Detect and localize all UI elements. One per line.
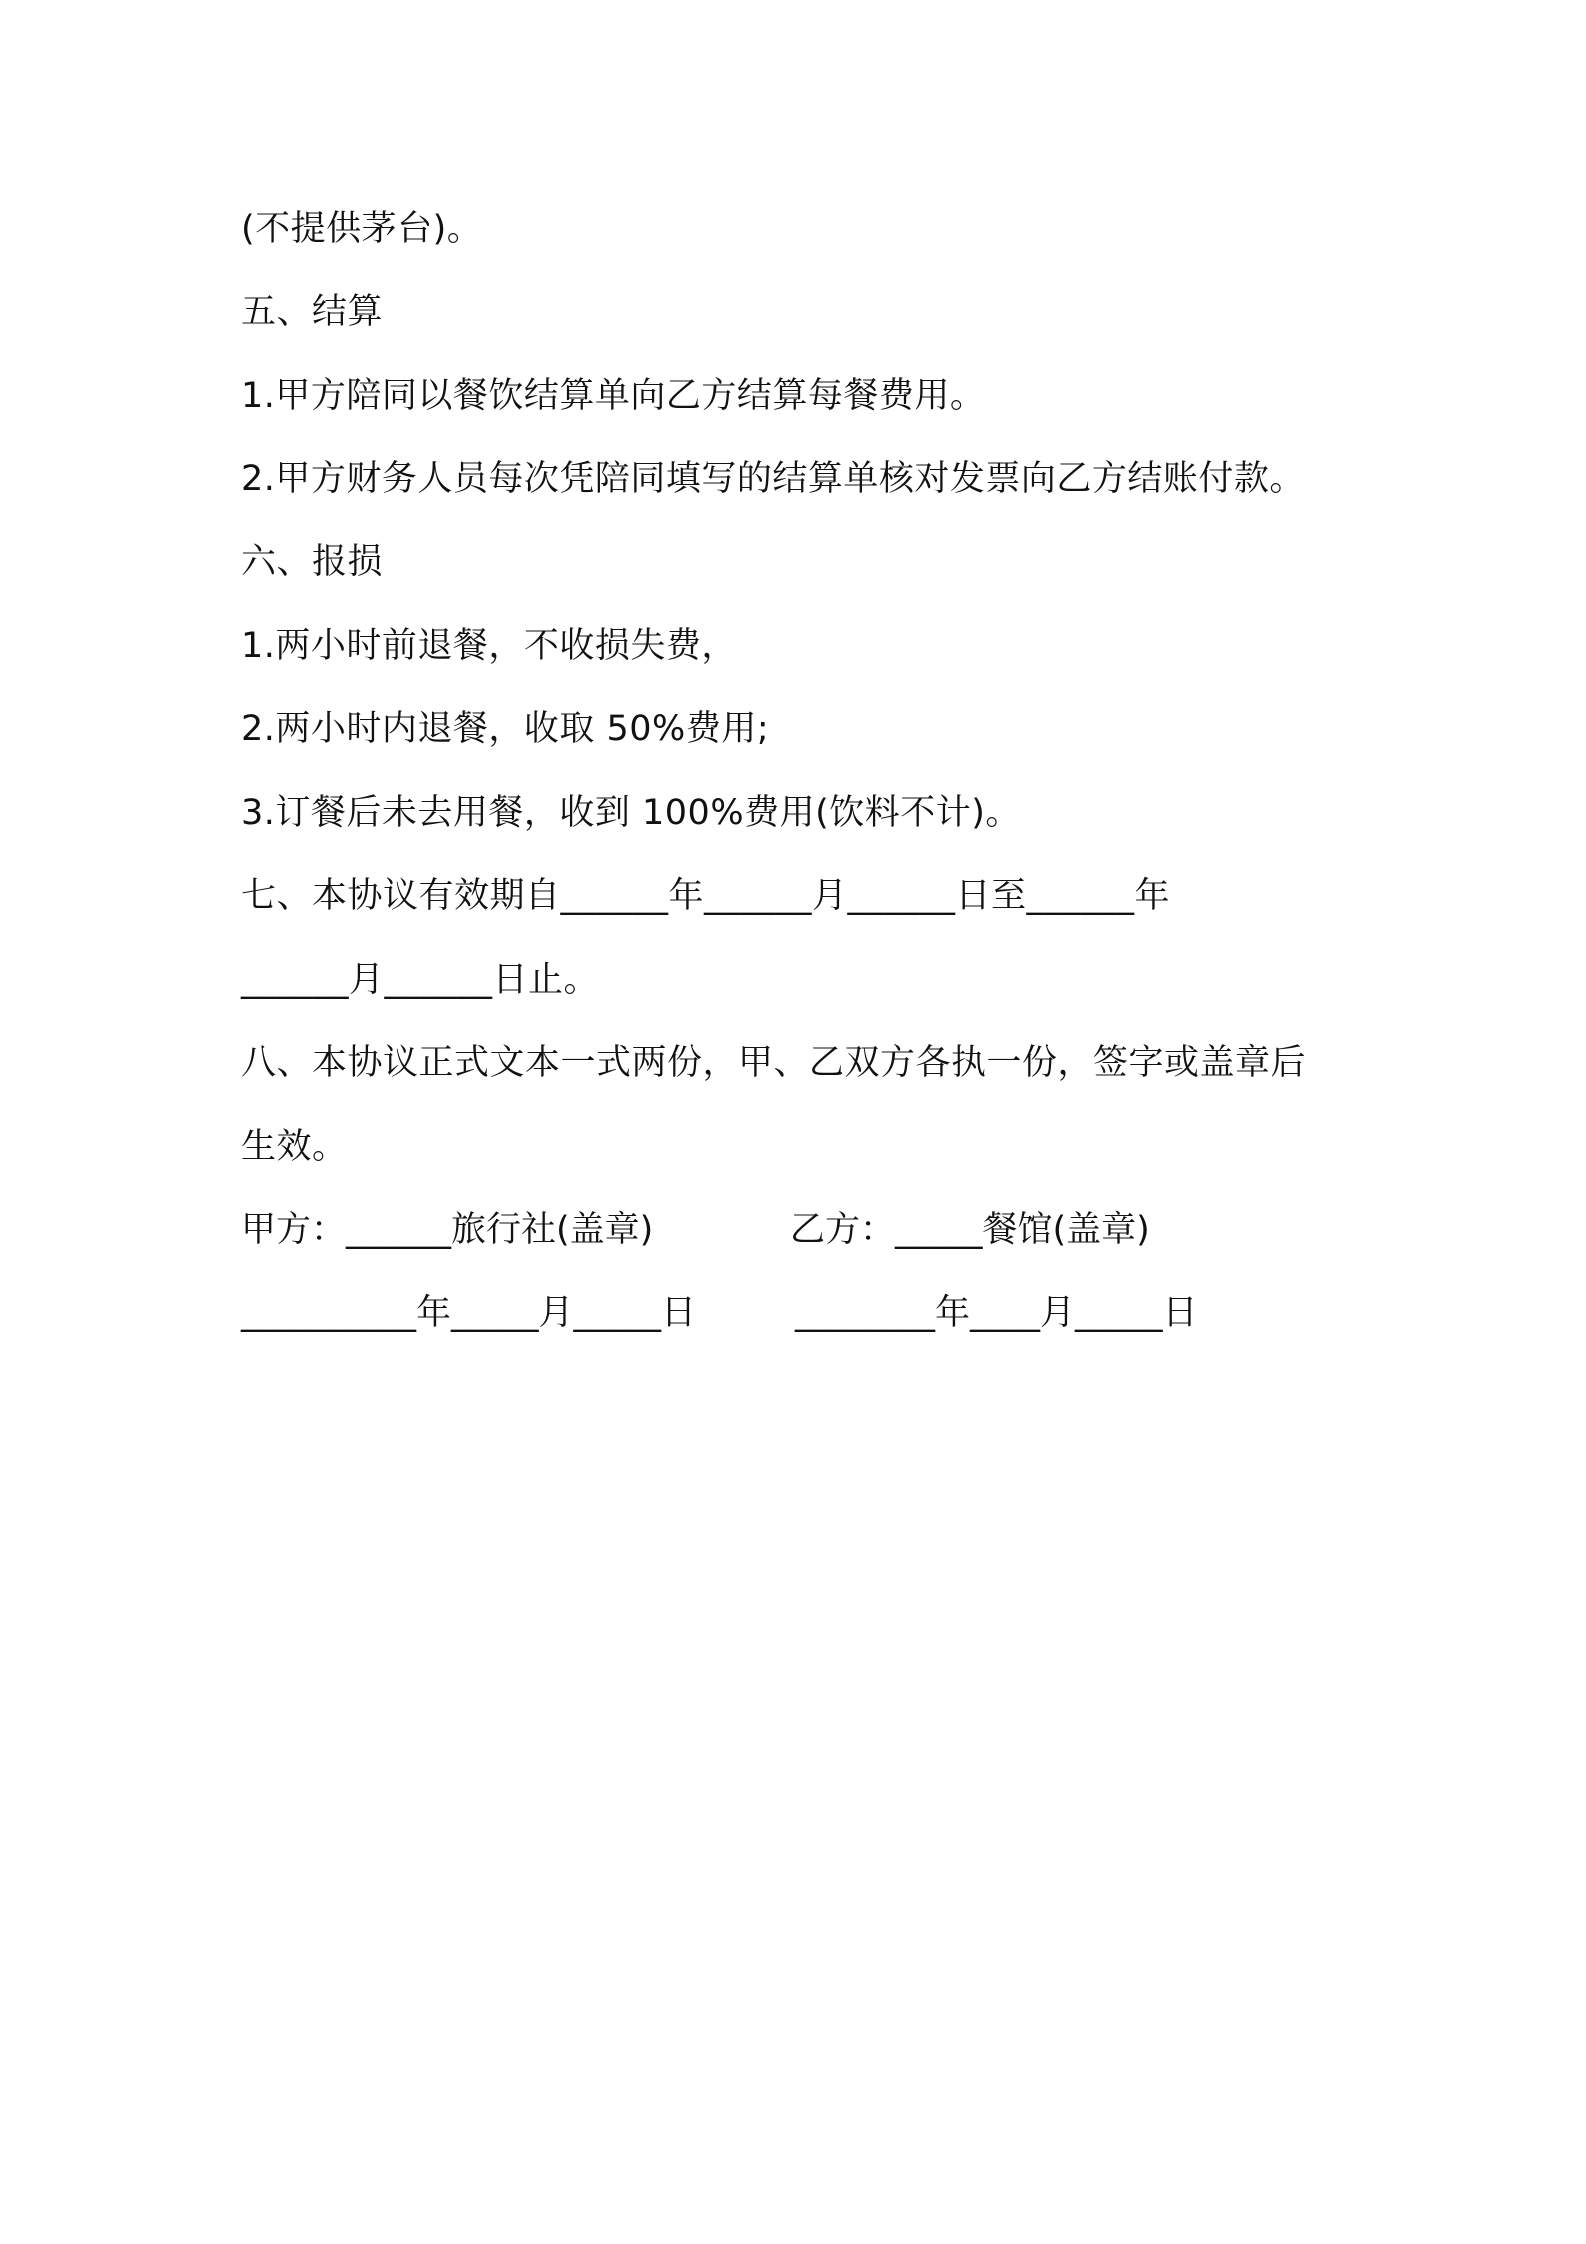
section-heading-loss: 六、报损 (241, 542, 384, 582)
loss-item-2: 2.两小时内退餐，收取 50%费用; (241, 709, 770, 749)
party-b-date: ________年____月_____日 (795, 1293, 1198, 1333)
loss-item-1: 1.两小时前退餐，不收损失费， (241, 626, 737, 666)
copies-clause-line-1: 八、本协议正式文本一式两份，甲、乙双方各执一份，签字或盖章后 (241, 1043, 1307, 1083)
validity-clause-line-2: ______月______日止。 (241, 960, 600, 1000)
section-heading-settlement: 五、结算 (241, 292, 384, 332)
settlement-item-1: 1.甲方陪同以餐饮结算单向乙方结算每餐费用。 (241, 376, 986, 416)
text-line-note-no-maotai: (不提供茅台)。 (241, 209, 483, 249)
loss-item-3: 3.订餐后未去用餐，收到 100%费用(饮料不计)。 (241, 793, 1021, 833)
party-b-signature: 乙方：_____餐馆(盖章) (790, 1210, 1150, 1250)
party-a-signature: 甲方：______旅行社(盖章) (241, 1210, 654, 1250)
validity-clause-line-1: 七、本协议有效期自______年______月______日至______年 (241, 876, 1171, 916)
copies-clause-line-2: 生效。 (241, 1127, 348, 1167)
settlement-item-2: 2.甲方财务人员每次凭陪同填写的结算单核对发票向乙方结账付款。 (241, 459, 1305, 499)
party-a-date: __________年_____月_____日 (241, 1293, 697, 1333)
